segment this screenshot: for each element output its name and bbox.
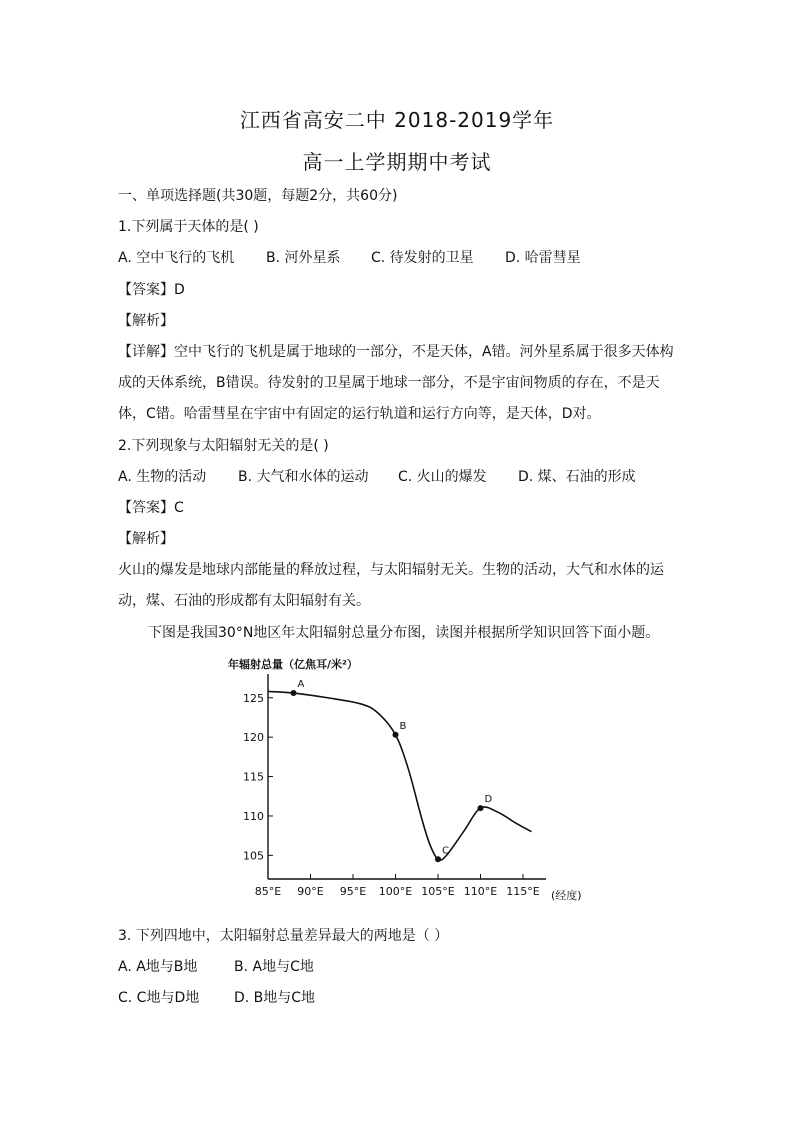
q2-explanation: 火山的爆发是地球内部能量的释放过程，与太阳辐射无关。生物的活动，大气和水体的运动，煤、石油的形成都有太阳辐射有关。	[118, 562, 664, 609]
q1-option-d: D. 哈雷彗星	[505, 250, 581, 266]
chart-x-tick-label: 105°E	[421, 885, 455, 898]
document-title: 江西省高安二中 2018-2019学年	[239, 108, 555, 132]
chart-y-tick-label: 125	[243, 691, 264, 705]
chart-point-label: C	[442, 845, 449, 857]
chart-y-tick-label: 105	[243, 849, 264, 863]
document-subtitle: 高一上学期期中考试	[302, 150, 492, 174]
chart-x-tick-label: 100°E	[378, 885, 413, 898]
chart-x-tick-label: 85°E	[254, 885, 282, 898]
chart-x-tick-label: 110°E	[463, 885, 498, 898]
chart-xlabel: (经度)	[551, 889, 582, 902]
q2-option-a: A. 生物的活动	[118, 469, 207, 485]
q3-option-b: B. A地与C地	[234, 959, 314, 975]
chart-point-label: B	[399, 720, 407, 732]
q3-stem: 3. 下列四地中，太阳辐射总量差异最大的两地是（ ）	[118, 928, 449, 944]
q1-options	[118, 248, 688, 268]
chart-x-tick-label: 115°E	[506, 885, 540, 898]
q1-option-c: C. 待发射的卫星	[371, 250, 474, 266]
chart-series-line	[268, 691, 532, 860]
q1-explanation: 【详解】空中飞行的飞机是属于地球的一部分，不是天体，A错。河外星系属于很多天体构成的天体系统，B错误。待发射的卫星属于地球一部分，不是宇宙间物质的存在，不是天体，C错。哈雷彗星在宇宙中有固定的运行轨道和运行方向等，是天体，D对。	[118, 344, 674, 422]
q2-option-d: D. 煤、石油的形成	[518, 469, 636, 485]
q2-option-c: C. 火山的爆发	[398, 469, 487, 485]
chart-point-d	[478, 805, 484, 811]
q2-answer: 【答案】C	[118, 500, 184, 516]
q3-option-c: C. C地与D地	[118, 990, 200, 1006]
q2-analysis-label: 【解析】	[118, 531, 174, 547]
q2-stem: 2.下列现象与太阳辐射无关的是( )	[118, 438, 329, 454]
q3-options-row2	[118, 988, 688, 1008]
section-header: 一、单项选择题(共30题，每题2分，共60分)	[118, 188, 398, 204]
q1-answer: 【答案】D	[118, 282, 185, 298]
chart-point-a	[291, 690, 297, 696]
q1-stem: 1.下列属于天体的是( )	[118, 219, 259, 235]
radiation-chart-svg	[218, 652, 598, 902]
chart-x-tick-label: 95°E	[339, 885, 367, 898]
chart-point-label: D	[484, 794, 493, 806]
q2-option-b: B. 大气和水体的运动	[238, 469, 369, 485]
q2-options	[118, 467, 688, 487]
chart-ylabel: 年辐射总量（亿焦耳/米²）	[228, 658, 358, 671]
chart-y-tick-label: 110	[243, 809, 264, 823]
q3-option-a: A. A地与B地	[118, 959, 198, 975]
q1-option-b: B. 河外星系	[266, 250, 341, 266]
q1-analysis-label: 【解析】	[118, 313, 174, 329]
chart-y-tick-label: 120	[243, 731, 264, 745]
q3-option-d: D. B地与C地	[234, 990, 316, 1006]
chart-x-tick-label: 90°E	[297, 885, 324, 898]
chart-y-tick-label: 115	[243, 770, 264, 784]
q3-options-row1	[118, 957, 688, 977]
chart-point-label: A	[297, 679, 305, 691]
chart-intro: 下图是我国30°N地区年太阳辐射总量分布图，读图并根据所学知识回答下面小题。	[148, 625, 660, 641]
chart-point-b	[393, 732, 399, 738]
chart-point-c	[435, 856, 441, 862]
q1-option-a: A. 空中飞行的飞机	[118, 250, 235, 266]
radiation-chart	[218, 652, 598, 902]
